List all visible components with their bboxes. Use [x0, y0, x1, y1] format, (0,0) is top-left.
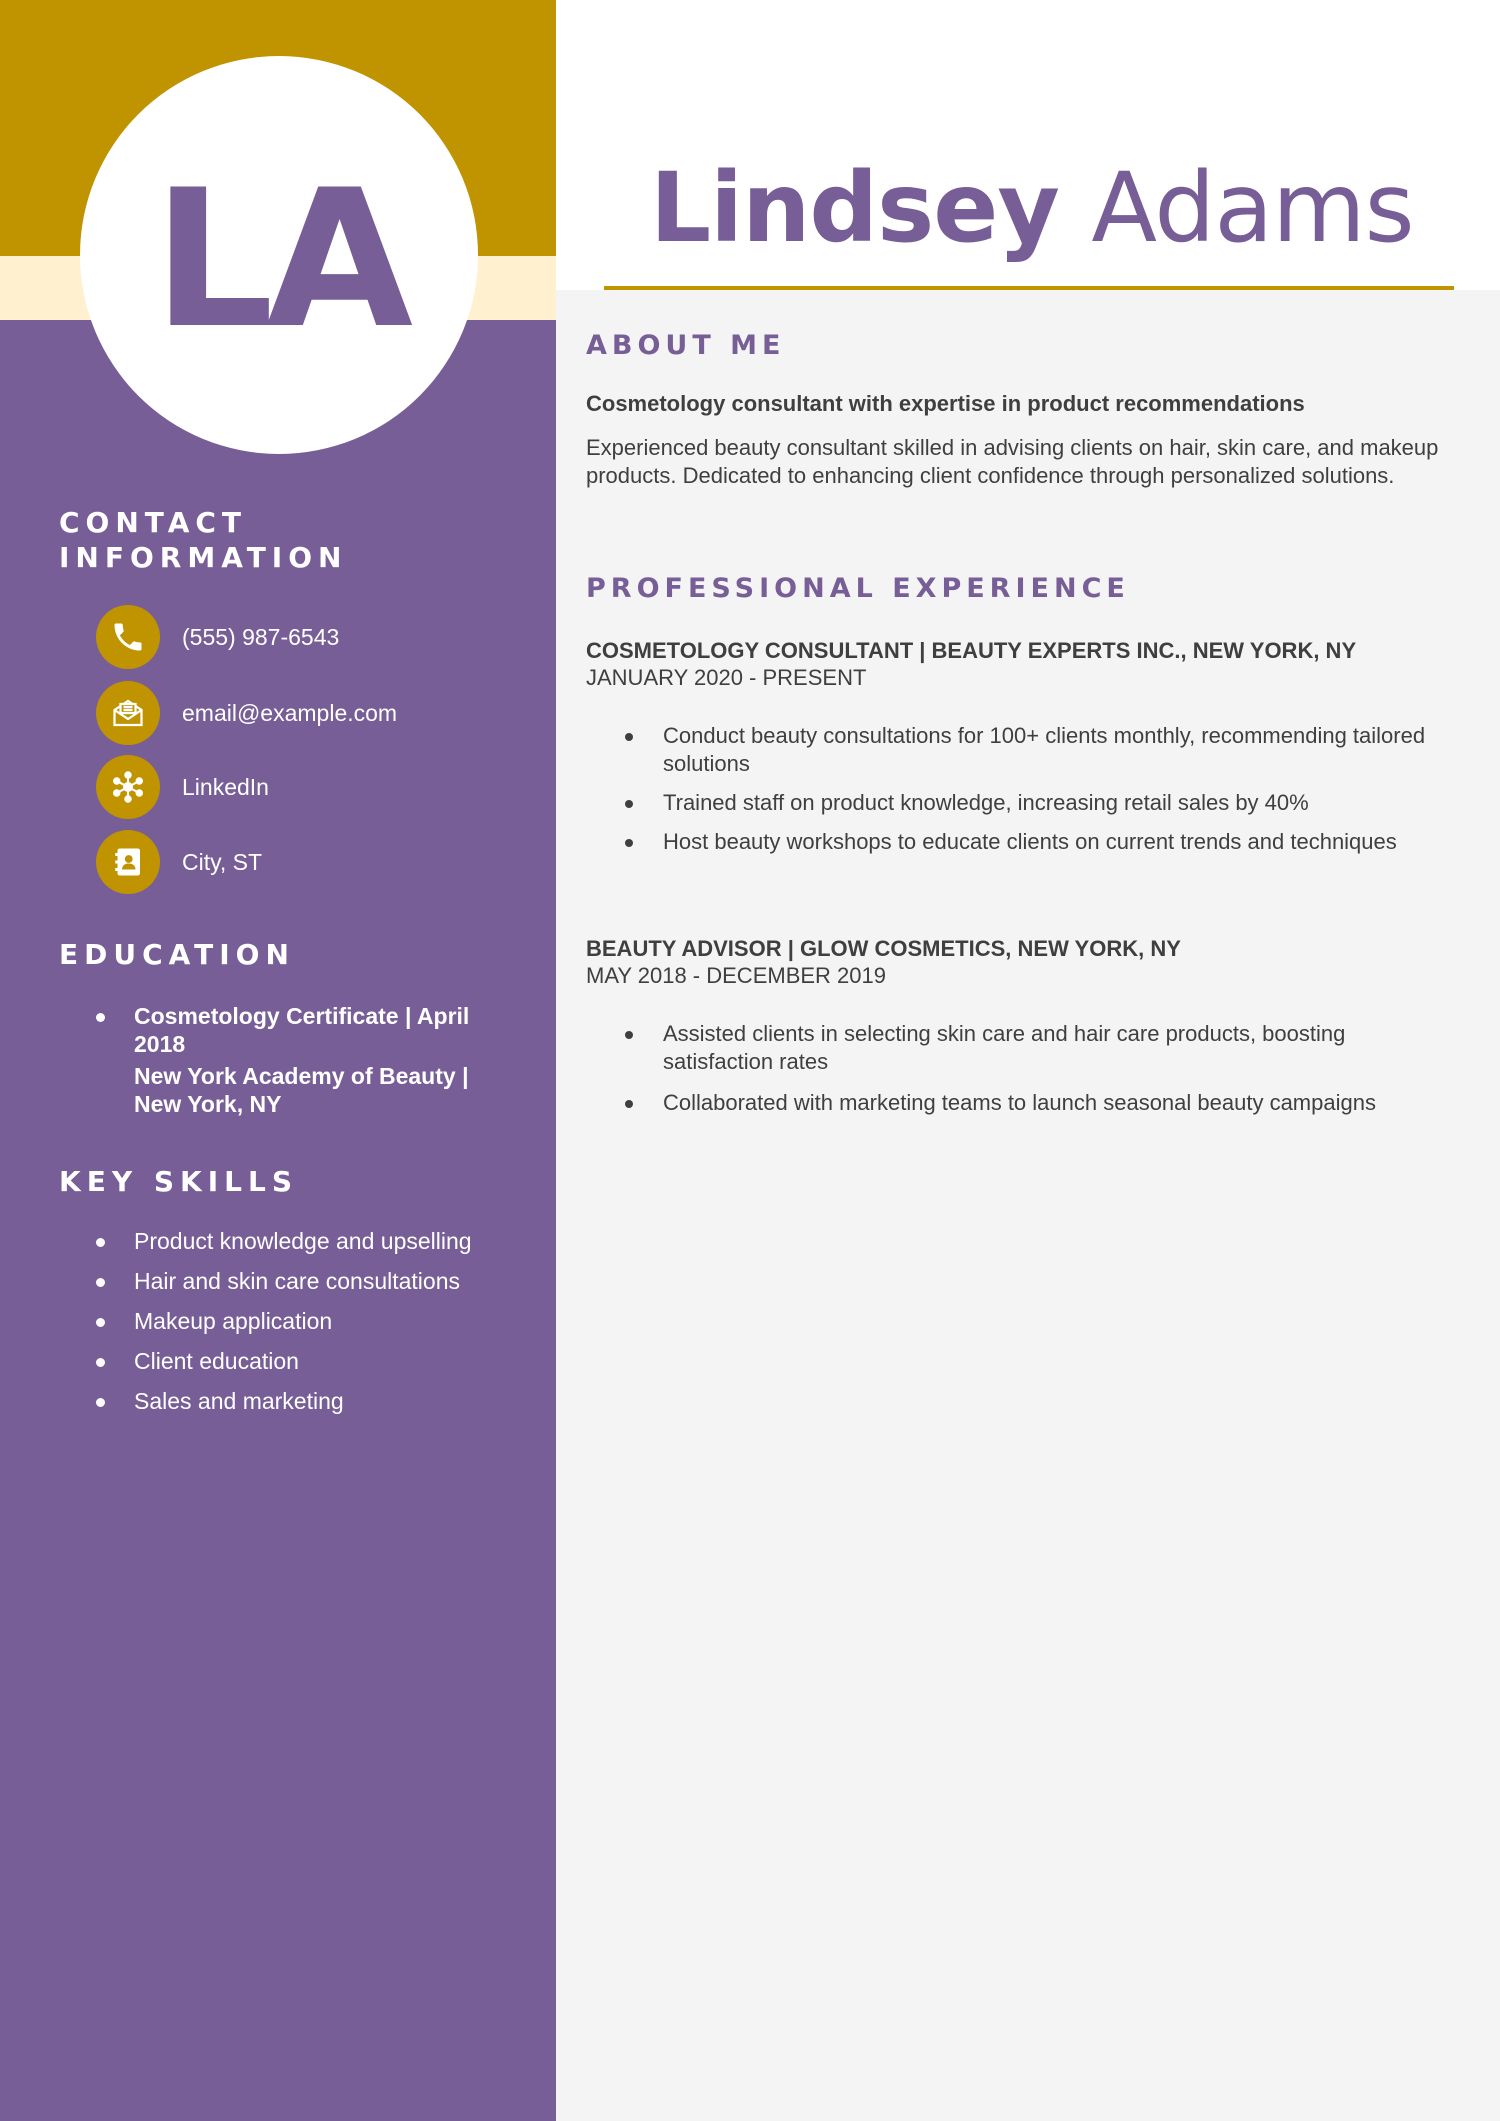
- education-list: [96, 1002, 484, 1118]
- education-school: New York Academy of Beauty | New York, NY: [134, 1063, 469, 1117]
- skill-item: Sales and marketing: [96, 1387, 472, 1427]
- education-item: [96, 1002, 484, 1118]
- contact-card-icon: [96, 830, 160, 894]
- skill-item: Hair and skin care consultations: [96, 1267, 472, 1307]
- about-body: Experienced beauty consultant skilled in advising clients on hair, skin care, and makeup products. Dedicated to enhancing client confidence through personalized solutions.: [586, 435, 1439, 488]
- contact-heading: CONTACT INFORMATION: [59, 506, 348, 574]
- contact-phone: [96, 605, 339, 669]
- skills-list: [96, 1227, 472, 1427]
- skill-item: Client education: [96, 1347, 472, 1387]
- skill-item: Product knowledge and upselling: [96, 1227, 472, 1267]
- job-bullet: Assisted clients in selecting skin care and hair care products, boosting satisfaction rates: [622, 1020, 1442, 1076]
- about-subheading: Cosmetology consultant with expertise in product recommendations: [586, 391, 1305, 416]
- email-address[interactable]: email@example.com: [182, 699, 398, 726]
- job-bullets: [622, 722, 1442, 856]
- job-bullet: Host beauty workshops to educate clients on current trends and techniques: [622, 828, 1442, 856]
- contact-email: [96, 681, 397, 745]
- contact-linkedin: [96, 755, 269, 819]
- skill-item: Makeup application: [96, 1307, 472, 1347]
- location: City, ST: [182, 848, 263, 875]
- monogram-circle: [80, 56, 478, 454]
- education-degree: Cosmetology Certificate | April 2018: [134, 1003, 470, 1057]
- linkedin-link[interactable]: LinkedIn: [182, 773, 269, 800]
- about-heading: ABOUT ME: [586, 330, 786, 361]
- job-dates: JANUARY 2020 - PRESENT: [586, 665, 867, 690]
- job-dates: MAY 2018 - DECEMBER 2019: [586, 963, 886, 988]
- job-bullet: Conduct beauty consultations for 100+ clients monthly, recommending tailored solutions: [622, 722, 1442, 778]
- phone-icon: [96, 605, 160, 669]
- contact-location: [96, 830, 262, 894]
- monogram-initials: LA: [152, 149, 406, 370]
- full-name: [650, 152, 1414, 264]
- skills-heading: KEY SKILLS: [59, 1165, 298, 1198]
- envelope-icon: [96, 681, 160, 745]
- job-bullet: Collaborated with marketing teams to launch seasonal beauty campaigns: [622, 1089, 1442, 1117]
- job-title: COSMETOLOGY CONSULTANT | BEAUTY EXPERTS INC., NEW YORK, NY: [586, 638, 1357, 663]
- phone-number[interactable]: (555) 987-6543: [182, 623, 340, 650]
- experience-heading: PROFESSIONAL EXPERIENCE: [586, 573, 1130, 604]
- job-bullets: [622, 1020, 1442, 1117]
- job-title: BEAUTY ADVISOR | GLOW COSMETICS, NEW YORK, NY: [586, 936, 1181, 961]
- network-icon: [96, 755, 160, 819]
- job-bullet: Trained staff on product knowledge, increasing retail sales by 40%: [622, 789, 1442, 817]
- name-underline: [604, 286, 1454, 290]
- first-name: Lindsey: [650, 152, 1059, 264]
- education-heading: EDUCATION: [59, 938, 295, 971]
- main-content-area: [556, 290, 1500, 2121]
- last-name: Adams: [1091, 152, 1414, 264]
